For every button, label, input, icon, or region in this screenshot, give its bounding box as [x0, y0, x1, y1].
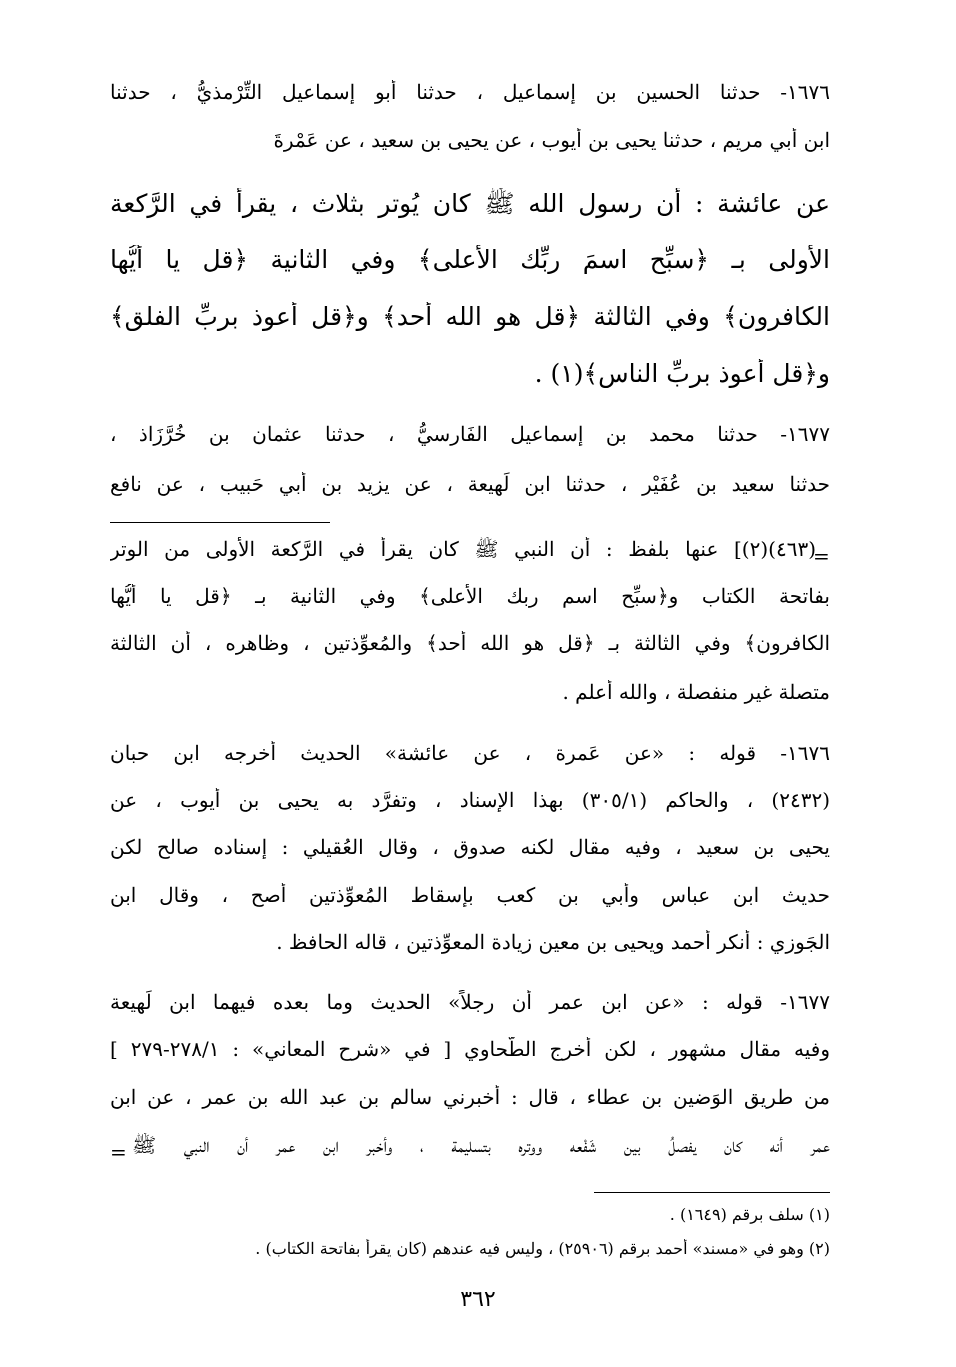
note-1676-line-5: الجَوزي : أنكر أحمد ويحيى بن معين زيادة المعوِّذتين ، قاله الحافظ . [276, 930, 830, 954]
footnote-rule [594, 1192, 830, 1193]
separator-rule [110, 522, 330, 523]
page-number: ٣٦٢ [460, 1287, 496, 1312]
continuation-line-2: بفاتحة الكتاب و﴿سبِّح اسم ربك الأعلى﴾ وفي الثانية بـ ﴿قل يا أيُّها [110, 584, 830, 608]
note-1676-line-2: (٢٤٣٢) ، والحاكم (٣٠٥/١) بهذا الإسناد ، وتفرَّد به يحيى بن أيوب ، عن [110, 788, 830, 812]
note-1677-line-2: وفيه مقال مشهور ، لكن أخرج الطَّحاوي [ في «شرح المعاني» : ٢٧٨/١-٢٧٩ ] [110, 1037, 830, 1061]
continuation-marker-bottom: = [110, 1140, 127, 1164]
continuation-line-1: (٤٦٣)(٢)] عنها بلفظ : أن النبي ﷺ كان يقرأ في الرَّكعة الأولى من الوتر [110, 537, 816, 561]
note-1676-line-4: حديث ابن عباس وأُبي بن كعب بإسقاط المُعوِّذتين أصح ، وقال ابن [110, 883, 830, 907]
continuation-marker-top: = [813, 544, 830, 568]
continuation-line-3: الكافرون﴾ وفي الثالثة بـ ﴿قل هو الله أحد﴾ والمُعوِّذتين ، وظاهره ، أن الثالثة [110, 631, 830, 655]
note-1677-line-3: من طريق الوَضين بن عطاء ، قال : أخبرني سالم بن عبد الله بن عمر ، عن ابن [110, 1085, 830, 1109]
note-1677-line-4: عمر أنه كان يفصلُ بين شَفْعه ووتره بتسليمة ، وأخبر ابن عمر أن النبي ﷺ [132, 1133, 830, 1157]
note-1676-line-3: يحيى بن سعيد ، وفيه مقال لكنه صدوق ، وقال العُقيلي : إسناده صالح لكن [110, 835, 830, 859]
matn-1676-line-3: الكافرون﴾ وفي الثالثة ﴿قل هو الله أحد﴾ و﴿قل أعوذ بربِّ الفلق﴾ [110, 302, 830, 331]
footnote-1: (١) سلف برقم (١٦٤٩) . [669, 1205, 830, 1224]
footnote-2: (٢) وهو في «مسند» أحمد برقم (٢٥٩٠٦) ، وليس فيه عندهم (كان يقرأ بفاتحة الكتاب) . [255, 1239, 830, 1258]
matn-1676-line-4: و﴿قل أعوذ بربِّ الناس﴾(١) . [534, 359, 830, 388]
isnad-1676-line-2: ابن أبي مريم ، حدثنا يحيى بن أيوب ، عن يحيى بن سعيد ، عن عَمْرةَ [273, 128, 830, 152]
continuation-line-4: متصلة غير منفصلة ، والله أعلم . [562, 680, 830, 704]
isnad-1677-line-1: ١٦٧٧- حدثنا محمد بن إسماعيل الفَارسيُّ ، حدثنا عثمان بن خُرَّزَاذ ، [110, 422, 830, 446]
matn-1676-line-1: عن عائشة : أن رسول الله ﷺ كان يُوتر بثلاث ، يقرأ في الرَّكعة [110, 189, 830, 218]
document-page [110, 0, 830, 1367]
isnad-1677-line-2: حدثنا سعيد بن عُفَيْر ، حدثنا ابن لَهيعة ، عن يزيد بن أبي حَبيب ، عن نافع [110, 472, 830, 496]
matn-1676-line-2: الأولى بـ ﴿سبِّح اسمَ ربِّك الأعلى﴾ وفي الثانية ﴿قل يا أيُّها [110, 245, 830, 274]
note-1677-line-1: ١٦٧٧- قوله : «عن ابن عمر أن رجلاً» الحديث وما بعده فيهما ابن لَهيعة [110, 990, 830, 1014]
note-1676-line-1: ١٦٧٦- قوله : «عن عَمرة ، عن عائشة» الحديث أخرجه ابن حبان [110, 741, 830, 765]
isnad-1676-line-1: ١٦٧٦- حدثنا الحسين بن إسماعيل ، حدثنا أبو إسماعيل التِّرْمذيُّ ، حدثنا [110, 80, 830, 104]
